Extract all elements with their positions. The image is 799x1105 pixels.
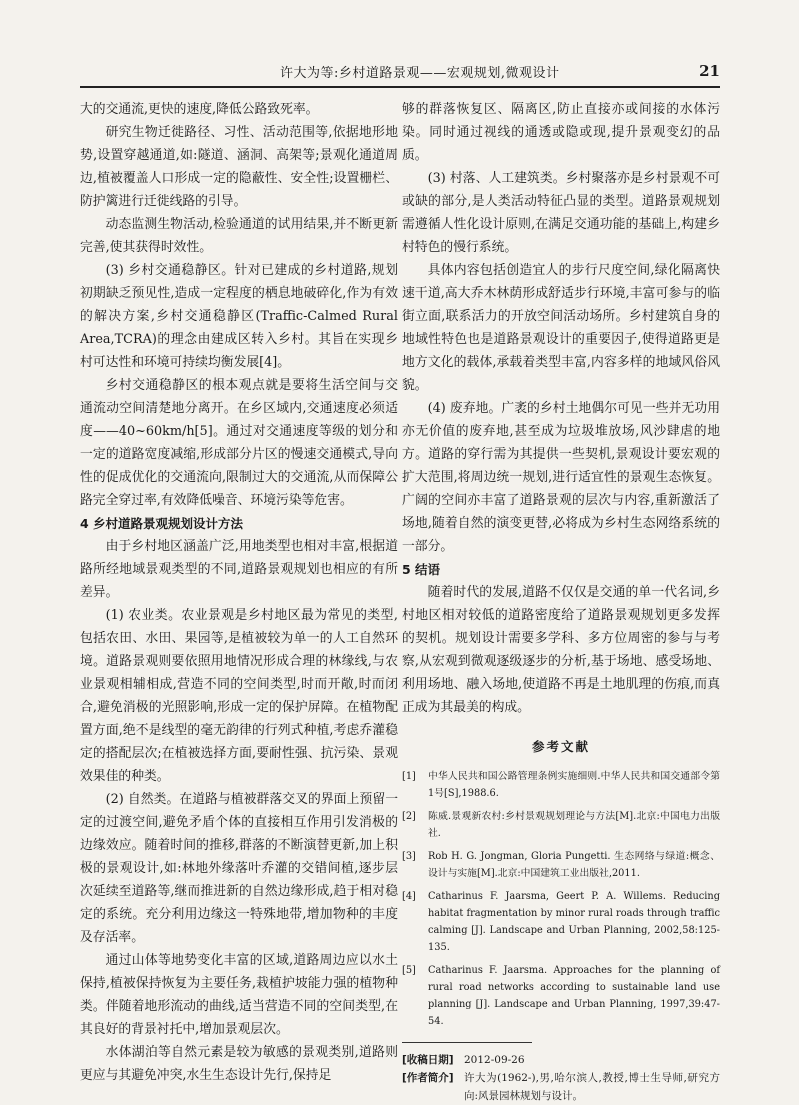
- running-title: 许大为等:乡村道路景观——宏观规划,微观设计: [280, 66, 560, 81]
- body-paragraph: 具体内容包括创造宜人的步行尺度空间,绿化隔离快速干道,高大乔木林荫形成舒适步行环境,丰富可参与的临街立面,联系活力的开放空间活动场所。乡村建筑自身的地域性特色也是道路景观设计的重要因子,使得道路更是地方文化的载体,承载着类型丰富,内容多样的地域风俗风貌。: [402, 263, 720, 393]
- author-value: 许大为(1962-),男,哈尔滨人,教授,博士生导师,研究方向:风景园林规划与设计。: [464, 1072, 720, 1102]
- running-header: [80, 62, 720, 84]
- reference-text: 中华人民共和国公路管理条例实施细则.中华人民共和国交通部令第1号[S],1988.6.: [428, 771, 720, 799]
- body-paragraph: 大的交通流,更快的速度,降低公路致死率。: [80, 102, 319, 117]
- page-number: 21: [699, 62, 720, 80]
- section-heading: 5 结语: [402, 562, 441, 577]
- reference-number: [4]: [402, 891, 416, 902]
- right-column: [402, 98, 720, 1105]
- left-column: [80, 98, 398, 1087]
- body-paragraph: 够的群落恢复区、隔离区,防止直接亦或间接的水体污染。同时通过视线的通透或隐或现,提升景观变幻的品质。: [402, 102, 720, 163]
- reference-text: 陈威.景观新农村:乡村景观规划理论与方法[M].北京:中国电力出版社.: [428, 811, 720, 839]
- body-paragraph: (1) 农业类。农业景观是乡村地区最为常见的类型,包括农田、水田、果园等,是植被较为单一的人工自然环境。道路景观则要依照用地情况形成合理的林缘线,与农业景观相辅相成,营造不同的空间类型,时而开敞,时而闭合,避免消极的光照影响,形成一定的保护屏障。在植物配置方面,绝不是线型的毫无韵律的行列式种植,考虑乔灌稳定的搭配层次;在植被选择方面,要耐性强、抗污染、景观效果佳的种类。: [80, 608, 398, 784]
- reference-item: [402, 808, 720, 842]
- footnote-rule: [402, 1042, 532, 1043]
- reference-item: [402, 848, 720, 882]
- body-paragraph: 随着时代的发展,道路不仅仅是交通的单一代名词,乡村地区相对较低的道路密度给了道路景观规划更多发挥的契机。规划设计需要多学科、多方位周密的参与与考察,从宏观到微观逐级逐步的分析,基于场地、感受场地、利用场地、融入场地,使道路不再是土地肌理的伤痕,而真正成为其最美的构成。: [402, 585, 720, 715]
- body-paragraph: 通过山体等地势变化丰富的区域,道路周边应以水土保持,植被保持恢复为主要任务,栽植护坡能力强的植物种类。伴随着地形流动的曲线,适当营造不同的空间类型,在其良好的背景衬托中,增加景观层次。: [80, 953, 398, 1037]
- right-column-body: [402, 98, 720, 719]
- reference-text: Rob H. G. Jongman, Gloria Pungetti. 生态网络与绿道:概念、设计与实施[M].北京:中国建筑工业出版社,2011.: [428, 851, 720, 879]
- body-paragraph: 水体湖泊等自然元素是较为敏感的景观类别,道路则更应与其避免冲突,水生生态设计先行,保持足: [80, 1045, 398, 1083]
- received-value: 2012-09-26: [464, 1054, 525, 1066]
- body-paragraph: 由于乡村地区涵盖广泛,用地类型也相对丰富,根据道路所经地域景观类型的不同,道路景观规划也相应的有所差异。: [80, 539, 398, 600]
- references-title: 参考文献: [531, 739, 590, 754]
- author-bio: [402, 1069, 720, 1105]
- reference-number: [5]: [402, 965, 416, 976]
- reference-number: [3]: [402, 851, 416, 862]
- references-list: [402, 768, 720, 1030]
- body-paragraph: 乡村交通稳静区的根本观点就是要将生活空间与交通流动空间清楚地分离开。在乡区域内,交通速度必须适度——40~60km/h[5]。通过对交通速度等级的划分和一定的道路宽度减缩,形成部分片区的慢速交通模式,导向性的促成优化的交通流向,限制过大的交通流,从而保障公路完全穿过率,有效降低噪音、环境污染等危害。: [80, 378, 398, 508]
- body-paragraph: (4) 废弃地。广袤的乡村土地偶尔可见一些并无功用亦无价值的废弃地,甚至成为垃圾堆放场,风沙肆虐的地方。道路的穿行需为其提供一些契机,景观设计要宏观的扩大范围,将周边统一规划,进行适宜性的景观生态恢复。广阔的空间亦丰富了道路景观的层次与内容,重新激活了场地,随着自然的演变更替,必将成为乡村生态网络系统的一部分。: [402, 401, 720, 554]
- header-rule: [80, 86, 720, 88]
- body-paragraph: (3) 村落、人工建筑类。乡村聚落亦是乡村景观不可或缺的部分,是人类活动特征凸显的类型。道路景观规划需遵循人性化设计原则,在满足交通功能的基础上,构建乡村特色的慢行系统。: [402, 171, 720, 255]
- body-paragraph: 动态监测生物活动,检验通道的试用结果,并不断更新完善,使其获得时效性。: [80, 217, 398, 255]
- received-label: [收稿日期]: [402, 1054, 454, 1066]
- reference-number: [1]: [402, 771, 416, 782]
- reference-text: Catharinus F. Jaarsma, Geert P. A. Willems. Reducing habitat fragmentation by minor rural roads through traffic calming [J]. Landscape and Urban Planning, 2002,58:125-135.: [428, 891, 720, 953]
- section-heading: 4 乡村道路景观规划设计方法: [80, 516, 244, 531]
- body-paragraph: 研究生物迁徙路径、习性、活动范围等,依据地形地势,设置穿越通道,如:隧道、涵洞、高架等;景观化通道周边,植被覆盖人口形成一定的隐蔽性、安全性;设置栅栏、防护篱进行迁徙线路的引导。: [80, 125, 398, 209]
- author-label: [作者简介]: [402, 1072, 454, 1084]
- received-date: [402, 1051, 720, 1069]
- body-paragraph: (3) 乡村交通稳静区。针对已建成的乡村道路,规划初期缺乏预见性,造成一定程度的栖息地破碎化,作为有效的解决方案,乡村交通稳静区(Traffic-Calmed Rural Area,TCRA)的理念由建成区转入乡村。其旨在实现乡村可达性和环境可持续均衡发展[4]。: [80, 263, 398, 370]
- reference-item: [402, 768, 720, 802]
- reference-item: [402, 888, 720, 956]
- reference-number: [2]: [402, 811, 416, 822]
- body-paragraph: (2) 自然类。在道路与植被群落交叉的界面上预留一定的过渡空间,避免矛盾个体的直接相互作用引发消极的边缘效应。随着时间的推移,群落的不断演替更新,加上积极的景观设计,如:林地外缘落叶乔灌的交错间植,逐步层次延续至道路等,继而推进新的自然边缘形成,趋于相对稳定的系统。充分利用边缘这一特殊地带,增加物种的丰度及存活率。: [80, 792, 398, 945]
- reference-text: Catharinus F. Jaarsma. Approaches for the planning of rural road networks according to sustainable land use planning [J]. Landscape and Urban Planning, 1997,39:47-54.: [428, 965, 720, 1027]
- reference-item: [402, 962, 720, 1030]
